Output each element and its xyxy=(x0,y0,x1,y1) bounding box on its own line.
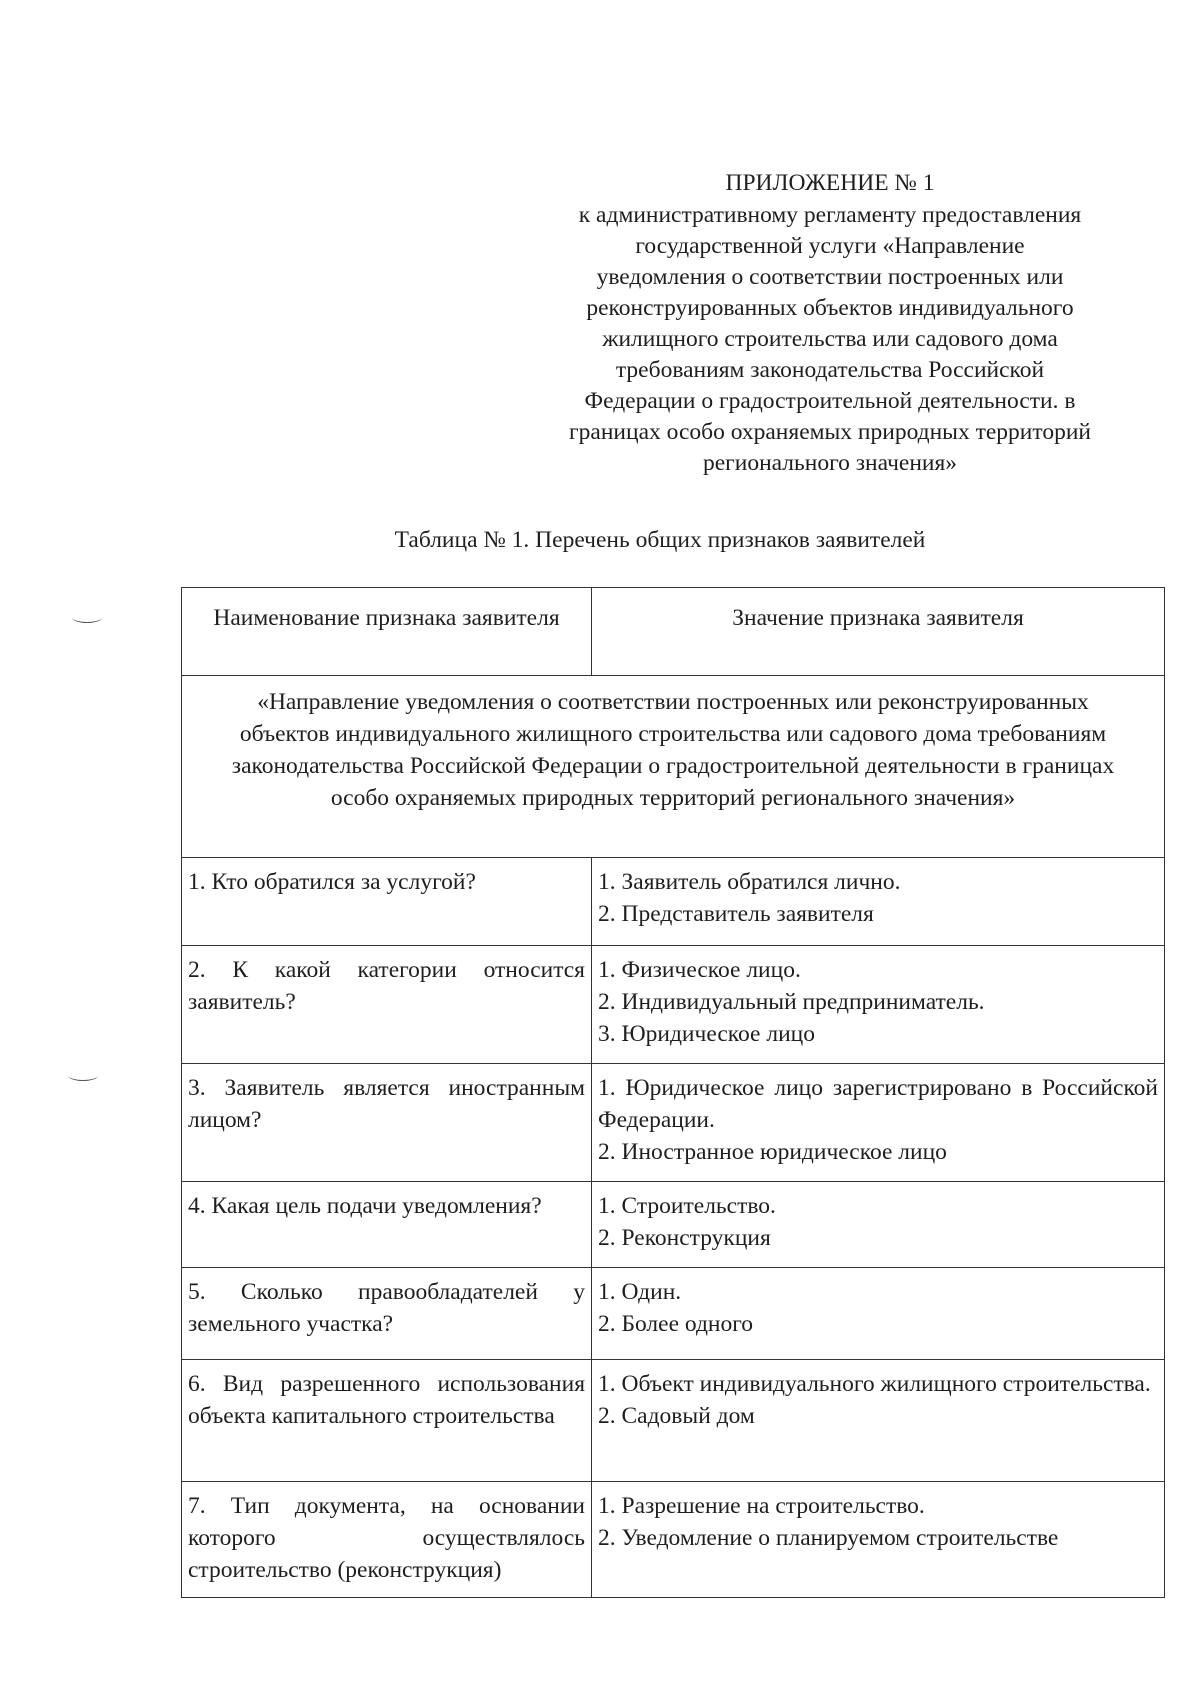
appendix-line: регионального значения» xyxy=(702,450,958,476)
table-header-row xyxy=(182,588,1165,676)
appendix-line: к административному регламенту предоставления xyxy=(578,202,1082,228)
answer-cell xyxy=(592,858,1165,946)
answer-option: 1. Заявитель обратился лично. xyxy=(598,869,901,895)
applicant-attributes-table xyxy=(181,587,1165,1598)
question-cell: 7. Тип документа, на основании которого осуществлялось строительство (реконструкция) xyxy=(182,1482,592,1598)
question-cell: 4. Какая цель подачи уведомления? xyxy=(182,1182,592,1268)
answer-cell xyxy=(592,1360,1165,1482)
answer-option: 2. Иностранное юридическое лицо xyxy=(598,1139,947,1165)
table-row xyxy=(182,1064,1165,1182)
service-title-row xyxy=(182,676,1165,858)
column-header-attribute-value: Значение признака заявителя xyxy=(592,588,1165,676)
answer-option: 1. Разрешение на строительство. xyxy=(598,1493,925,1519)
column-header-attribute-name: Наименование признака заявителя xyxy=(182,588,592,676)
table-caption: Таблица № 1. Перечень общих признаков заявителей xyxy=(394,527,926,553)
punch-mark-top xyxy=(72,612,102,623)
answer-option: 2. Представитель заявителя xyxy=(598,901,874,927)
appendix-line: жилищного строительства или садового дома xyxy=(602,326,1058,352)
answer-cell xyxy=(592,1064,1165,1182)
answer-option: 2. Уведомление о планируемом строительстве xyxy=(598,1525,1059,1551)
table-row xyxy=(182,1360,1165,1482)
answer-cell xyxy=(592,1182,1165,1268)
service-title-cell: «Направление уведомления о соответствии построенных или реконструированных объектов индивидуального жилищного строительства или садового дома требованиям законодательства Российской Федерации о градостроительной деятельности в границах особо охраняемых природных территорий регионального значения» xyxy=(182,676,1165,858)
answer-option: 1. Строительство. xyxy=(598,1193,776,1219)
appendix-line: требованиям законодательства Российской xyxy=(615,357,1045,383)
answer-option: 2. Реконструкция xyxy=(598,1225,771,1251)
table-row xyxy=(182,1268,1165,1360)
table-row xyxy=(182,1482,1165,1598)
appendix-heading: ПРИЛОЖЕНИЕ № 1 xyxy=(725,170,935,196)
appendix-header xyxy=(515,168,1145,479)
answer-option: 2. Более одного xyxy=(598,1311,754,1337)
appendix-line: уведомления о соответствии построенных или xyxy=(596,264,1064,290)
question-cell: 6. Вид разрешенного использования объекта капитального строительства xyxy=(182,1360,592,1482)
appendix-line: реконструированных объектов индивидуального xyxy=(586,295,1074,321)
table-row xyxy=(182,946,1165,1064)
table-row xyxy=(182,858,1165,946)
question-cell: 2. К какой категории относится заявитель? xyxy=(182,946,592,1064)
appendix-line: государственной услуги «Направление xyxy=(635,233,1025,259)
question-cell: 1. Кто обратился за услугой? xyxy=(182,858,592,946)
appendix-line: Федерации о градостроительной деятельности. в xyxy=(584,388,1076,414)
answer-cell xyxy=(592,946,1165,1064)
answer-option: 3. Юридическое лицо xyxy=(598,1021,815,1047)
answer-option: 1. Один. xyxy=(598,1279,682,1305)
answer-option: 2. Садовый дом xyxy=(598,1403,755,1429)
answer-cell xyxy=(592,1482,1165,1598)
answer-option: 2. Индивидуальный предприниматель. xyxy=(598,989,985,1015)
appendix-line: границах особо охраняемых природных территорий xyxy=(569,419,1091,445)
punch-mark-bottom xyxy=(68,1070,98,1081)
answer-option: 1. Юридическое лицо зарегистрировано в Российской Федерации. xyxy=(598,1075,1158,1133)
answer-option: 1. Физическое лицо. xyxy=(598,957,801,983)
question-cell: 5. Сколько правообладателей у земельного участка? xyxy=(182,1268,592,1360)
answer-cell xyxy=(592,1268,1165,1360)
answer-option: 1. Объект индивидуального жилищного строительства. xyxy=(598,1371,1151,1397)
table-row xyxy=(182,1182,1165,1268)
question-cell: 3. Заявитель является иностранным лицом? xyxy=(182,1064,592,1182)
